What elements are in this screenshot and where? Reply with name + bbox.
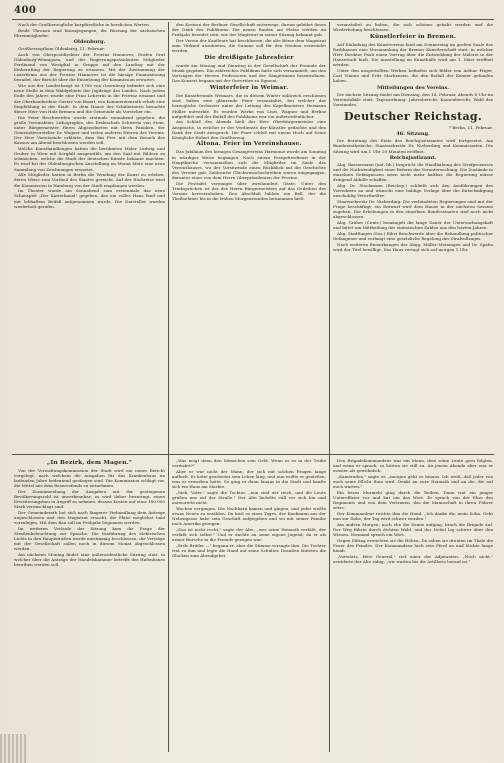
- article-paragraph: Den Brigadekommandeur war ein Mann, dem seine Leute gern folgten, und wenn er sprach, so hörten sie still zu. An jenem Abende aber war er ernster als gewöhnlich.: [333, 458, 493, 474]
- article-paragraph: Das Jubiläum des hiesigen Gesangvereins Harmonie wurde am Sonntag in würdiger Weise begangen. Nach einem Festgottesdienst in der Hauptkirche versammelten sich die Mitglieder im Saale des Vereinshauses, wo der Vorsitzende einen Rückblick auf die Geschichte des Vereins gab. Zahlreiche Glückwunschschreiben waren eingegangen, darunter eines von dem Herrn Oberpräsidenten der Provinz.: [172, 149, 326, 181]
- article-paragraph: Beide Thronen sind hinzugegangen, die Rüstung der sächsischen Ehrenmitglieder.: [14, 27, 165, 38]
- major-heading: Deutscher Reichstag.: [343, 110, 483, 124]
- article-paragraph: Im Theater wurde am Sonnabend zum erstenmale das neue Schauspiel „Der Kaiserkanal" gegeben, das ein volles Haus fand und mit lebhaftem Beifall aufgenommen wurde. Die Darsteller wurden wiederholt gerufen.: [14, 188, 165, 209]
- article-paragraph: Alle Mitglieder hatten in Berlin die Wendung der Kunst zu erleben, deren Weise zum Vortheil des Staates gereicht. Auf der Rückreise wird die Kommission in Hamburg von der Stadt empfangen werden.: [14, 172, 165, 188]
- article-paragraph: „Sieh, Vater," sagte die Tochter, „nun sind wir reich, und die Leute grüßen uns auf der Straße." Der Alte lächelte still vor sich hin und antwortete nicht.: [172, 489, 326, 506]
- subheading: Mitteilungen des Vereins.: [376, 84, 450, 91]
- article-paragraph: Ein leises Murmeln ging durch die Reihen. Dann trat ein junger Unteroffizier vor und bat um das Wort. Er sprach von der Ehre des Regiments und von dem Vertrauen, das die Mannschaft in ihren Führer setze.: [333, 489, 493, 511]
- article-paragraph: Am nächsten Montag findet eine außerordentliche Sitzung statt, in welcher über die Anträge der Handelskammer betreffs des Hafenbaues berathen werden soll.: [14, 552, 165, 568]
- article-paragraph: Die Feier Beschwerden wurde erstmals sonnabend gegeben: die große Vereinsfeier, Lithographie, des Erzbischofs Schwerin von Stein, unter Bürgermeister Herrn Abgeordneten mit ihren Familien, der Gemeindevorsteher Dr. Wagner und vielen anderen Herren des Vereins. Der Herr Vorsitzende erklärte, dass das Fest mit dem Besuch des Kaisers am Abend beschlossen werden soll.: [14, 114, 165, 146]
- article-paragraph: Auch von Oberpostdirektor der Provinz Hannover, Grafen Graf Oldenburg-Wennigsen, und des Regierungspräsidenten Mitglieder Ferdinand von Westphal in Gruppe auf den Landtag mit der Einberufung der Regierung zu erinnern. Mit der Zustimmung der Lexerfirma aus der Provinz Hannover ist die hiesige Finanzsitzung beendet, der Bericht über die Einsetzung der Kommission erwartet.: [14, 51, 165, 83]
- article-paragraph: Von der Verwaltungskommission der Stadt wird ein neuer Bericht vorgelegt, nach welchem die Ausgaben für das Krankenhaus im laufenden Jahre bedeutend gestiegen sind. Die Kommission schlägt vor, die Mittel aus dem Reservefonds zu entnehmen.: [14, 467, 165, 488]
- article-paragraph: Die Beratung des Etats des Reichsjustizamtes wird fortgesetzt. Am Bundesrathstische: Staatssekretär Dr. Nieberding und Kommissarien. Die Sitzung wird um 1 Uhr 20 Minuten eröffnet.: [333, 138, 493, 154]
- section-heading: Die dreißigste Jahresfeier: [204, 54, 294, 61]
- article-paragraph: Der Zusammenhang der Ausgaben mit der gestiegenen Bevölkerungszahl ist unverkennbar; es wird daher beantragt, einen Erweiterungsbau in Angriff zu nehmen, dessen Kosten auf etwa 180 000 Mark veranschlagt sind.: [14, 488, 165, 510]
- column-bottom-middle: [172, 458, 326, 753]
- article-paragraph: Abg. Dr. Stockmann (Reichsp.) schließt sich den Ausführungen des Vorredners an und wünscht eine baldige Vorlage über die Entschädigung unschuldig Verurtheilter.: [333, 182, 493, 199]
- column-right: [333, 22, 493, 452]
- article-paragraph: Abg. Stadthagen (Soz.) führt Beschwerde über die Behandlung politischer Gefangener und verlangt eine gesetzliche Regelung des Strafvollzuges.: [333, 230, 493, 241]
- article-paragraph: „Was mögt denn den Menschen sein Geld, Wenn er es in der Truhe verwahrt?": [172, 458, 326, 469]
- article-paragraph: Unter den ausgestellten Werken befinden sich Bilder von Arthur Fitger, Carl Vinnen und Fritz Mackensen, die den Beifall der Kenner gefunden haben.: [333, 68, 493, 84]
- column-bottom-right: [333, 458, 493, 753]
- article-paragraph: Im weiteren Verlaufe der Sitzung kam die Frage der Straßenbeleuchtung zur Sprache. Die Einführung des elektrischen Lichts in den Hauptstraßen wurde einstimmig beschlossen; die Verträge mit der Gesellschaft sollen noch in diesem Monat abgeschlossen werden.: [14, 525, 165, 552]
- article-paragraph: veranstaltet zu haben, die sich schönes gehabt werden und die Wiederholung beschlossen.: [333, 22, 493, 33]
- article-paragraph: „Vorwärts, Herr General," rief einer der Adjutanten. „Noch nicht," erwiderte der Alte ruhig, „wir warten bis die Artillerie herauf ist.": [333, 553, 493, 564]
- dateline: * Berlin, 11. Februar.: [449, 125, 493, 131]
- top-rule: [12, 19, 494, 20]
- article-paragraph: Großherzogthum Oldenburg, 11. Februar.: [18, 45, 105, 51]
- article-paragraph: „Das ist nicht recht," sagte der Alte, „wer seine Heimath verläßt, der verläßt sich selbst." Und er dachte an seine eigene Jugend, da er als armer Bursche in die Fremde gezogen war.: [172, 527, 326, 543]
- article-paragraph: „Kameraden," sagte er, „morgen geht es hinaus. Ich weiß, daß jeder von euch seine Pflicht thun wird. Denkt an eure Heimath und an die, die auf euch warten.": [333, 473, 493, 490]
- article-paragraph: Wie aus der Landeshaupt ist 1768 von Orsenberg befindet sich eine neue Stelle in dem Waldgebiete der Jagdzüge des Landes. Nach jedem Ende des Jahres wurde eine Frau Lehrerin in die Provinz ernannt und der Oberbaudirektor Gustav von Bonat, von Kommerzienrath erhält eine Empfehlung in der Stadt. In dem Hause der Schülerinnen besuchte dieser Herr von Holz Bremen und die Gemeinde als Vorsteher ein.: [14, 83, 165, 114]
- article-paragraph: Die nächste Sitzung findet am Dienstag, den 14. Februar, Abends 8 Uhr im Vereinslokale statt. Tagesordnung: Jahresbericht, Kassenbericht, Wahl des Vorstandes.: [333, 91, 493, 107]
- article-paragraph: Die Festtafel vereinigte über zweihundert Gäste. Unter den Trinksprüchen ist der des Herrn Bürgermeisters auf das Gedeihen des Vereins hervorzuheben. Den Abschluß bildete ein Ball, der die Theilnehmer bis in die frühen Morgenstunden beisammen hielt.: [172, 180, 326, 202]
- article-paragraph: Am andern Morgen, noch ehe die Sonne aufging, brach die Brigade auf. Der Weg führte durch dichten Wald, und der Nebel lag schwer über den Wiesen. Niemand sprach ein Wort.: [333, 521, 493, 538]
- section-heading: Künstlerfeier in Bremen.: [369, 33, 457, 40]
- column-rule-2: [329, 22, 330, 752]
- section-heading: Winterfeier in Weimar.: [209, 85, 289, 92]
- article-paragraph: Nach der Großherzogliche kurpfürstliche in herzlichen Worten.: [18, 22, 151, 27]
- article-paragraph: Der Verein der Kaufleute hat beschlossen, die alte Börse dem Magistrat zum Verkauf anzubieten, die Summe soll für den Neubau verwendet werden.: [172, 37, 326, 54]
- article-paragraph: den Kreisen der Berliner Gesellschaft unterwegs, darum gebührt ihnen der Dank des Publikums. Die neuen Bauten am Platze werden im Frühjahr beendet sein, wie der Magistrat in seiner Sitzung bekannt gab.: [172, 22, 326, 38]
- article-paragraph: Aber er war nicht der Mann, der sich mit solchen Fragen lange aufhielt. Er hatte gearbeitet sein Leben lang, und nun wollte er genießen, was er erworben hatte. So ging er denn hinaus in die Stadt und kaufte sich ein Haus am Markte.: [172, 468, 326, 490]
- article-paragraph: Gegen Mittag erreichten sie die Höhen. Da sahen sie drunten im Thale die Feuer des Feindes. Der Kommandeur hielt sein Pferd an und blickte lange hinab.: [333, 537, 493, 554]
- article-paragraph: Abg. Bassermann (nat.-lib.) bespricht die Handhabung des Strafprozesses und die Nothwendigkeit einer Reform der Voruntersuchung. Die Zustände in einzelnen Gefängnissen seien nicht mehr haltbar, die Regierung müsse dringend Abhilfe schaffen.: [333, 161, 493, 183]
- article-paragraph: Welche Kunsthandlungen hatten die berühmten Maler Ludwig und Gruber in Wien mit Sorgfalt ausgewählt, um den Saal mit Bildern zu schmücken, welche die Stadt der deutschen Künste bekannt machten. Es wird bei der Oldenburgischen Ausstellung im Monat März eine neue Sammlung von Zeichnungen erwartet.: [14, 145, 165, 172]
- column-rule-1: [168, 22, 169, 752]
- column-middle: [172, 22, 326, 452]
- subheading: 46. Sitzung.: [396, 131, 430, 138]
- page-number: 400: [14, 5, 37, 16]
- column-bottom-left: [14, 458, 165, 753]
- section-heading: „In Bezirk, dem Magen.": [46, 459, 133, 466]
- article-paragraph: Abg. Gröber (Centr.) bemängelt die lange Dauer der Untersuchungshaft und bittet um Mittheilung der statistischen Zahlen aus den letzten Jahren.: [333, 219, 493, 231]
- article-paragraph: Der Kommandeur reichte ihm die Hand. „Ich danke dir, mein Sohn. Geht nun zur Ruhe; der Tag wird schwer werden.": [333, 511, 493, 522]
- article-paragraph: Der Gemeinderath hat sich nach längerer Verhandlung dem Antrage angeschlossen und den Magistrat ersucht, die Pläne möglichst bald vorzulegen. Mit dem Bau soll im Frühjahr begonnen werden.: [14, 509, 165, 526]
- subheading: Oldenburg.: [73, 38, 106, 45]
- article-paragraph: Die Kunstfreunde Weimars, die in diesem Winter zahlreich erschienen sind, haben eine glänzende Feier veranstaltet, bei welcher das herzogliche Orchester unter der Leitung des Kapellmeisters Hermann Müller mitwirkte. Es wurden Werke von Liszt, Wagner und Berlioz aufgeführt und der Beifall des Publikums war ein außerordentlicher.: [172, 93, 326, 119]
- article-paragraph: Staatssekretär Dr. Nieberding: Die verbündeten Regierungen sind mit der Frage beschäftigt; ein Entwurf wird dem Hause in der nächsten Session zugehen. Die Erhebungen in den einzelnen Bundesstaaten sind noch nicht abgeschlossen.: [333, 198, 493, 220]
- feuilleton-rule: [12, 454, 494, 455]
- article-paragraph: „Erde Brüder —" begann er, aber die Stimme versagte ihm. Die Tochter trat zu ihm und legte die Hand auf seine Schulter. Draußen läuteten die Glocken zum Abendgebet.: [172, 543, 326, 559]
- article-paragraph: Wochen vergingen. Die Nachbarn kamen und gingen, und jeder wußte etwas Neues zu erzählen. Da hieß es eines Tages, der Kaufmann aus der Nebengasse habe sein Geschäft aufgegeben und sei mit seiner Familie nach Amerika gezogen.: [172, 505, 326, 527]
- column-left: [14, 22, 165, 452]
- archive-stamp-mark: [0, 734, 28, 763]
- subheading: Reichsjustizamt.: [389, 154, 437, 161]
- article-paragraph: wurde am Montag und Dienstag in der Gesellschaft der Freunde der Musik gegeben. Ein zahlreiches Publikum hatte sich versammelt, um den Vorträgen der Herren Professoren und der Sängerinnen beizuwohnen. Das Konzert begann mit der Ouvertüre zu Egmont.: [172, 62, 326, 84]
- section-heading: Altona. Feier im Vereinshause.: [196, 141, 302, 148]
- article-paragraph: Auf Einladung des Kunstvereins fand am Donnerstag im großen Saale des Rathhauses eine Versammlung der Bremer Künstlerschaft statt, in welcher Herr Direktor Pauli einen Vortrag über die Entwicklung der Malerei in der Hansestadt hielt. Die Ausstellung im Kunsthalle wird am 1. März eröffnet werden.: [333, 41, 493, 68]
- article-paragraph: Am Schluß des Abends hielt der Herr Oberbürgermeister eine Ansprache, in welcher er der Verdienste der Künstler gedachte und den Dank der Stadt aussprach. Die Feier schloß mit einem Hoch auf Seine Königliche Hoheit den Großherzog.: [172, 119, 326, 140]
- article-paragraph: Nach weiteren Bemerkungen der Abgg. Müller-Meiningen und Dr. Spahn wird der Titel bewilligt. Das Haus vertagt sich auf morgen 1 Uhr.: [333, 241, 493, 252]
